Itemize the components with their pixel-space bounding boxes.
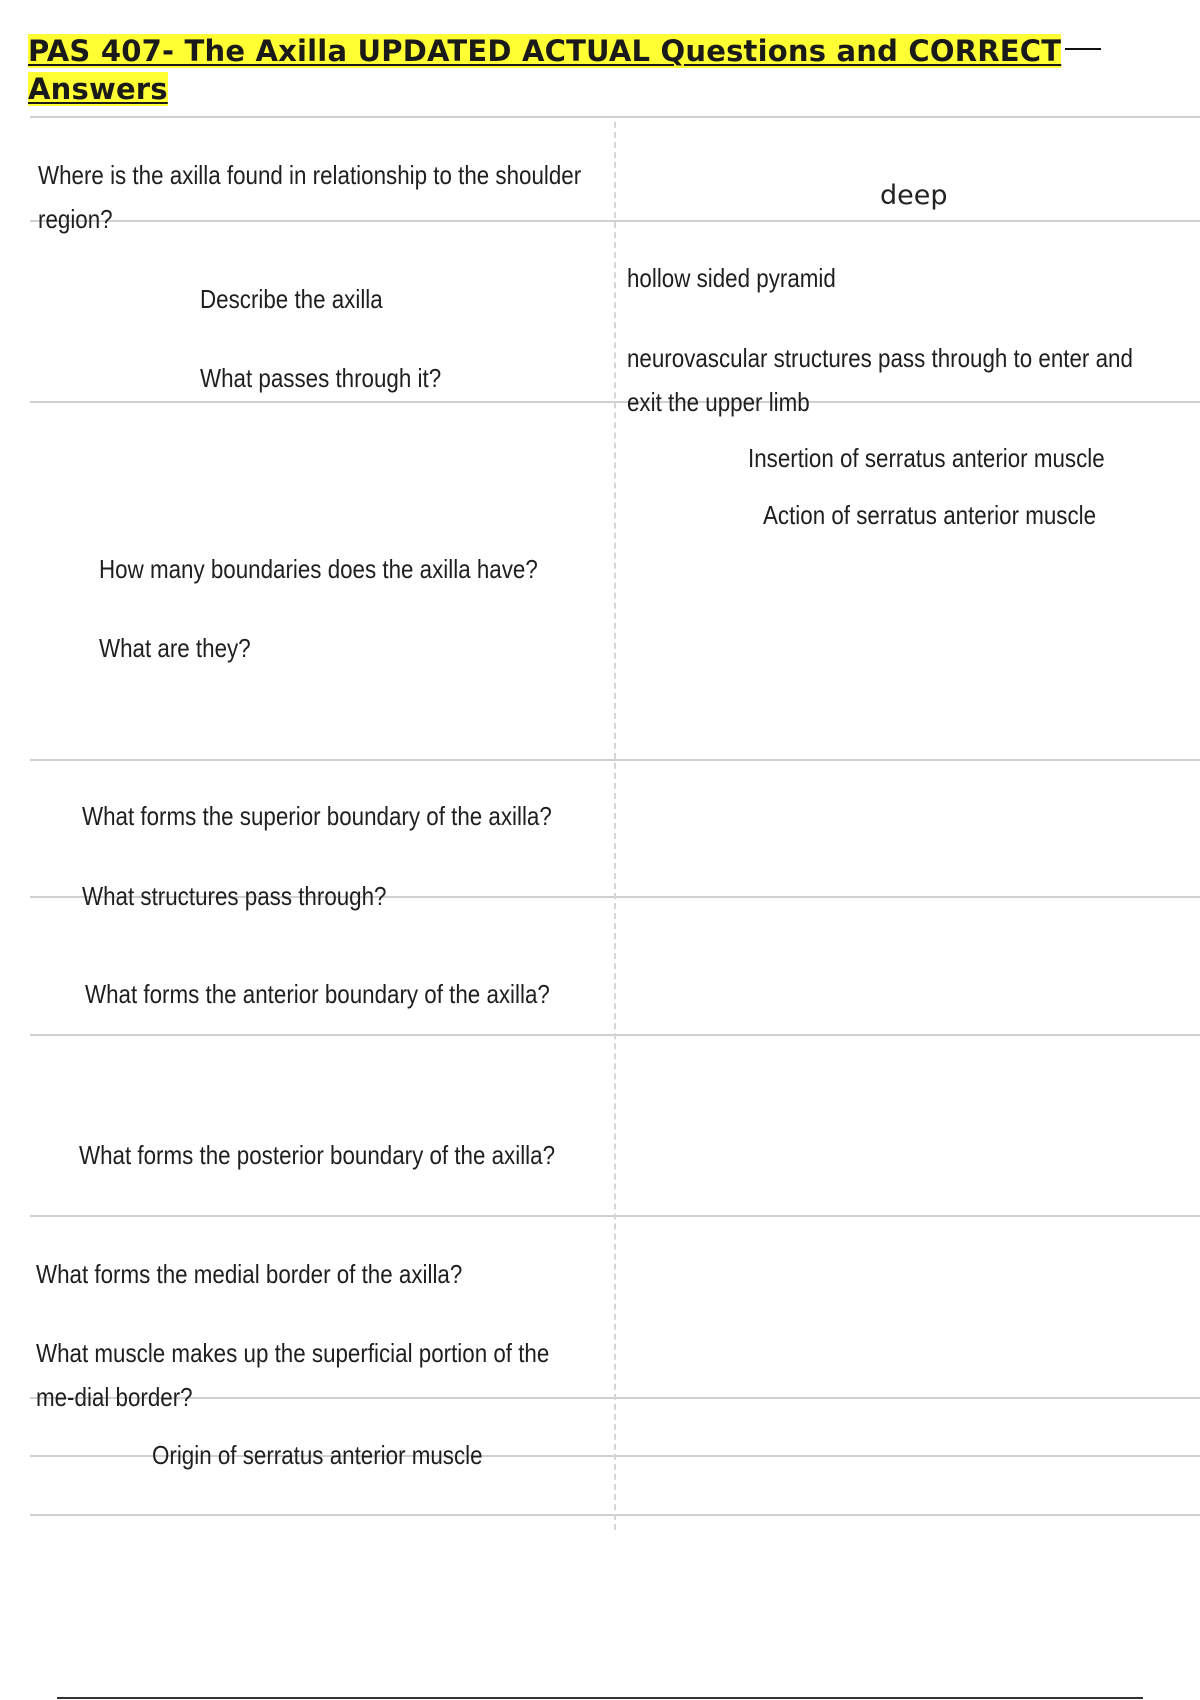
question-text: What forms the medial border of the axilla?: [36, 1259, 463, 1289]
answer-text: deep: [880, 180, 948, 211]
footer-rule: [57, 1697, 1143, 1699]
question-text: What are they?: [99, 633, 251, 663]
answer-text: Action of serratus anterior muscle: [763, 500, 1097, 530]
title-line-1: PAS 407- The Axilla UPDATED ACTUAL Questions and CORRECT: [28, 34, 1062, 68]
question-text: What forms the posterior boundary of the axilla?: [79, 1140, 556, 1170]
title-dash: [1065, 48, 1101, 50]
answer-text: Insertion of serratus anterior muscle: [748, 443, 1105, 473]
question-text: What forms the anterior boundary of the axilla?: [85, 979, 550, 1009]
title-line-2: Answers: [28, 72, 168, 106]
question-text: What structures pass through?: [82, 881, 387, 911]
question-text: What passes through it?: [200, 363, 442, 393]
question-text: What muscle makes up the superficial portion of the me-dial border?: [36, 1338, 550, 1412]
row-divider: [30, 116, 1200, 118]
answer-text: hollow sided pyramid: [627, 263, 836, 293]
question-text: How many boundaries does the axilla have?: [99, 554, 538, 584]
column-divider: [614, 122, 616, 1530]
answer-text: neurovascular structures pass through to enter and exit the upper limb: [627, 343, 1133, 417]
question-text: Where is the axilla found in relationship to the shoulder region?: [38, 160, 582, 234]
question-text: What forms the superior boundary of the axilla?: [82, 801, 552, 831]
question-text: Describe the axilla: [200, 284, 383, 314]
document-title: [28, 32, 1138, 108]
question-text: Origin of serratus anterior muscle: [152, 1440, 483, 1470]
